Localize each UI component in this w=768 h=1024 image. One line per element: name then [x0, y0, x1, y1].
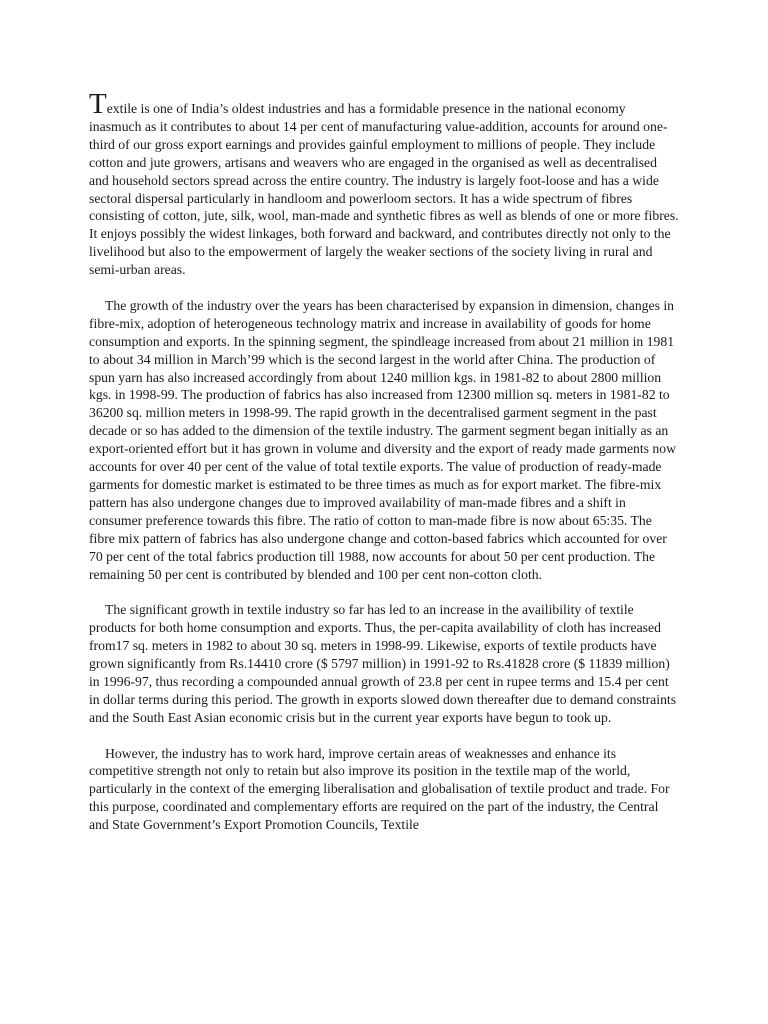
paragraph-4: However, the industry has to work hard, improve certain areas of weaknesses and enhance its competitive strength not only to retain but also improve its position in the textile map of the world, particularly in the context of the emerging liberalisation and globalisation of textile product and trade. For this purpose, coordinated and complementary efforts are required on the part of the industry, the Central and State Government’s Export Promotion Councils, Textile [89, 745, 670, 833]
paragraph-1-text: extile is one of India’s oldest industries and has a formidable presence in the national economy inasmuch as it contributes to about 14 per cent of manufacturing value-addition, accounts for around one-third of our gross export earnings and provides gainful employment to millions of people. They include cotton and jute growers, artisans and weavers who are engaged in the organised as well as decentralised and household sectors spread across the entire country. The industry is largely foot-loose and has a wide sectoral dispersal particularly in handloom and powerloom sectors. It has a wide spectrum of fibres consisting of cotton, jute, silk, wool, man-made and synthetic fibres as well as blends of one or more fibres. It enjoys possibly the widest linkages, both forward and backward, and contributes directly not only to the livelihood but also to the empowerment of largely the weaker sections of the society living in rural and semi-urban areas. [89, 101, 679, 278]
paragraph-2: The growth of the industry over the years has been characterised by expansion in dimension, changes in fibre-mix, adoption of heterogeneous technology matrix and increase in availability of goods for home consumption and exports. In the spinning segment, the spindleage increased from about 21 million in 1981 to about 34 million in March’99 which is the second largest in the world after China. The production of spun yarn has also increased accordingly from about 1240 million kgs. in 1981-82 to about 2800 million kgs. in 1998-99. The production of fabrics has also increased from 12300 million sq. meters in 1981-82 to 36200 sq. million meters in 1998-99. The rapid growth in the decentralised garment segment in the past decade or so has added to the dimension of the textile industry. The garment segment began initially as an export-oriented effort but it has grown in volume and diversity and the export of ready made garments now accounts for over 40 per cent of the value of total textile exports. The value of production of ready-made garments for domestic market is estimated to be three times as much as for export market. The fibre-mix pattern has also undergone changes due to improved availability of man-made fibres and a shift in consumer preference towards this fibre. The ratio of cotton to man-made fibre is now about 65:35. The fibre mix pattern of fabrics has also undergone change and cotton-based fabrics which accounted for over 70 per cent of the total fabrics production till 1988, now accounts for about 50 per cent production. The remaining 50 per cent is contributed by blended and 100 per cent non-cotton cloth. [89, 297, 677, 582]
paragraph-3: The significant growth in textile industry so far has led to an increase in the availibility of textile products for both home consumption and exports. Thus, the per-capita availability of cloth has increased from17 sq. meters in 1982 to about 30 sq. meters in 1998-99. Likewise, exports of textile products have grown significantly from Rs.14410 crore ($ 5797 million) in 1991-92 to Rs.41828 crore ($ 11839 million) in 1996-97, thus recording a compounded annual growth of 23.8 per cent in rupee terms and 15.4 per cent in dollar terms during this period. The growth in exports slowed down thereafter due to demand constraints and the South East Asian economic crisis but in the current year exports have begun to took up. [89, 602, 677, 725]
drop-cap: T [89, 88, 107, 120]
paragraph-1 [89, 88, 679, 279]
document-page [89, 88, 679, 852]
